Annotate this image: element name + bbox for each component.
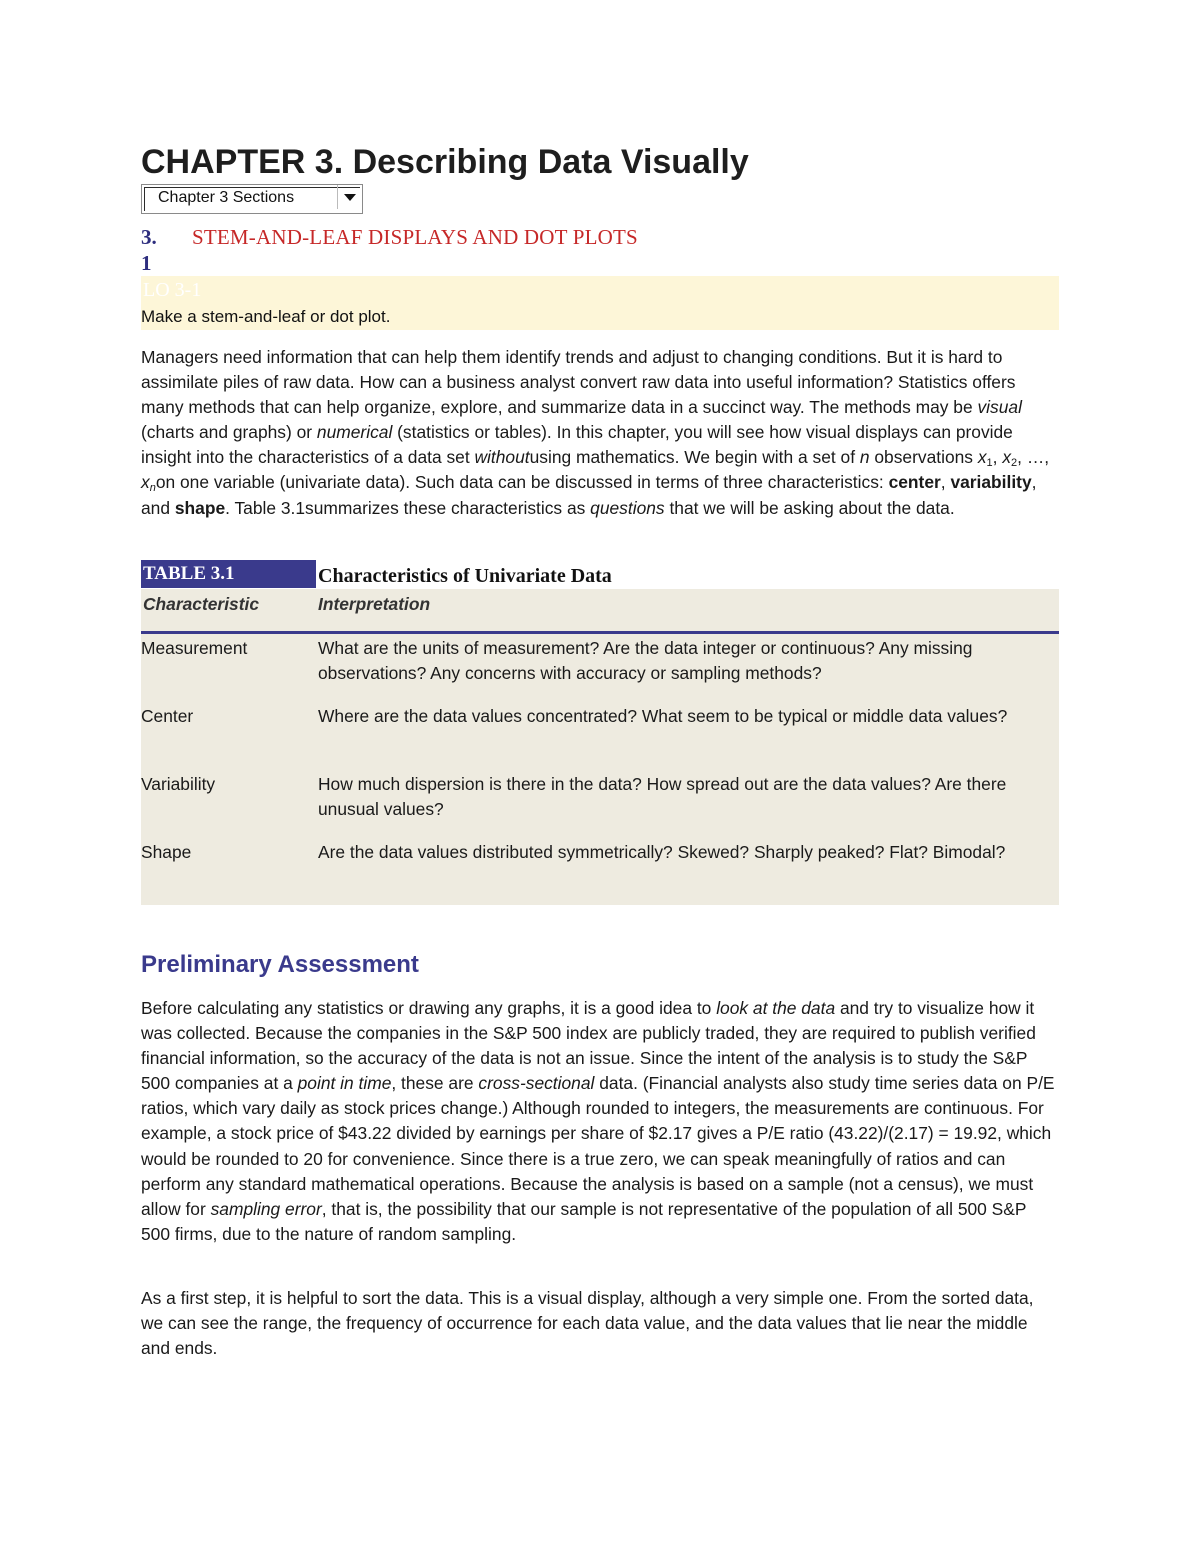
header-divider [141,631,1059,634]
chapter-title: CHAPTER 3. Describing Data Visually [141,143,749,181]
section-number-minor: 1 [141,251,152,275]
dropdown-arrow-button[interactable] [337,185,362,209]
emphasis-visual: visual [977,397,1022,418]
text-run: , and [141,472,1037,518]
sorting-paragraph: As a first step, it is helpful to sort the data. This is a visual display, although a very simple one. From the sorted data, we can see the range, the frequency of occurrence for each data value, and the data values that lie near the middle and ends. [141,1288,1034,1359]
term-shape: shape [174,497,226,518]
table-header [141,560,1059,590]
column-header-characteristic: Characteristic [143,594,259,614]
text-run: that we will be asking about the data. [664,497,955,518]
univariate-characteristics-table [141,560,1059,862]
variable-x: x [977,447,987,468]
emphasis-numerical: numerical [316,422,393,443]
learning-objective-title: LO 3-1 [143,279,202,301]
variable-n: n [859,447,870,468]
text-run: and try to visualize how it was collected. Because the companies in the S&P 500 index are publicly traded, they are required to publish verified financial information, so the accuracy of the data is not an issue. Since the intent of the analysis is to study the S&P 500 companies at a [141,998,1036,1094]
table-body [141,589,1059,905]
text-run: using mathematics. We begin with a set of [529,447,860,468]
table-label: TABLE 3.1 [141,560,316,588]
emphasis-without: without [474,447,530,468]
text-run: Before calculating any statistics or drawing any graphs, it is a good idea to [141,998,717,1018]
subscript: 1 [986,457,993,470]
column-header-interpretation: Interpretation [318,594,431,614]
text-run: , these are [391,1073,479,1094]
table-caption: Characteristics of Univariate Data [318,565,612,587]
row-interpretation: How much dispersion is there in the data? How spread out are the data values? Are there unusual values? [318,774,1007,819]
emphasis-sampling-error: sampling error [210,1198,322,1219]
subscript: 2 [1011,457,1018,470]
row-interpretation: Are the data values distributed symmetrically? Skewed? Sharply peaked? Flat? Bimodal? [318,842,1006,862]
chevron-down-icon [344,194,356,201]
text-run: (statistics or tables). In this chapter, you will see how visual displays can provide insight into the characteristics of a data set [141,422,1013,468]
text-run: , [992,447,1003,468]
row-interpretation: What are the units of measurement? Are the data integer or continuous? Any missing observations? Any concerns with accuracy or sampling methods? [318,638,973,683]
chapter-sections-dropdown[interactable] [141,184,363,214]
text-run: Managers need information that can help them identify trends and adjust to changing conditions. But it is hard to assimilate piles of raw data. How can a business analyst convert raw data into useful information? Statistics offers many methods that can help organize, explore, and summarize data in a succinct way. The methods may be [141,347,1016,418]
text-run: on one variable (univariate data). Such data can be discussed in terms of three characteristics: [155,472,889,493]
emphasis-questions: questions [590,497,665,518]
emphasis-point-in-time: point in time [297,1073,392,1094]
row-characteristic: Variability [141,774,216,794]
term-center: center [888,472,941,493]
text-run: data. (Financial analysts also study time series data on P/E ratios, which vary daily as stock prices change.) Although rounded to integers, the measurements are continuous. For example, a stock price of $43.22 divided by earnings per share of $2.17 gives a P/E ratio (43.22)/(2.17) = 19.92, which would be rounded to 20 for convenience. Since there is a true zero, we can speak meaningfully of ratios and can perform any standard mathematical operations. Because the analysis is based on a sample (not a census), we must allow for [141,1073,1055,1219]
emphasis-look-at-data: look at the data [716,998,836,1018]
text-run: , …, [1017,447,1050,468]
term-variability: variability [950,472,1032,493]
dropdown-selected-value: Chapter 3 Sections [158,189,295,206]
text-run: , that is, the possibility that our sample is not representative of the population of all 500 S&P 500 firms, due to the nature of random sampling. [141,1198,1027,1244]
section-number [141,224,161,276]
section-title: STEM-AND-LEAF DISPLAYS AND DOT PLOTS [192,225,638,249]
text-run: , [940,472,951,493]
text-run: (charts and graphs) or [141,422,317,443]
emphasis-cross-sectional: cross-sectional [478,1073,595,1094]
learning-objective-box [141,276,1059,330]
subscript: n [149,482,156,495]
variable-x: x [141,472,150,493]
intro-paragraph [141,345,1059,521]
learning-objective-text: Make a stem-and-leaf or dot plot. [141,307,391,326]
row-interpretation: Where are the data values concentrated? What seem to be typical or middle data values? [318,706,1008,726]
text-run: observations [869,447,978,468]
section-number-major: 3. [141,225,157,249]
variable-x: x [1002,447,1012,468]
row-characteristic: Center [141,706,194,726]
row-characteristic: Shape [141,842,192,862]
row-characteristic: Measurement [141,638,248,658]
assessment-paragraph [141,996,1059,1247]
text-run: . Table 3.1summarizes these characteristics as [225,497,591,518]
preliminary-assessment-heading: Preliminary Assessment [141,951,419,978]
